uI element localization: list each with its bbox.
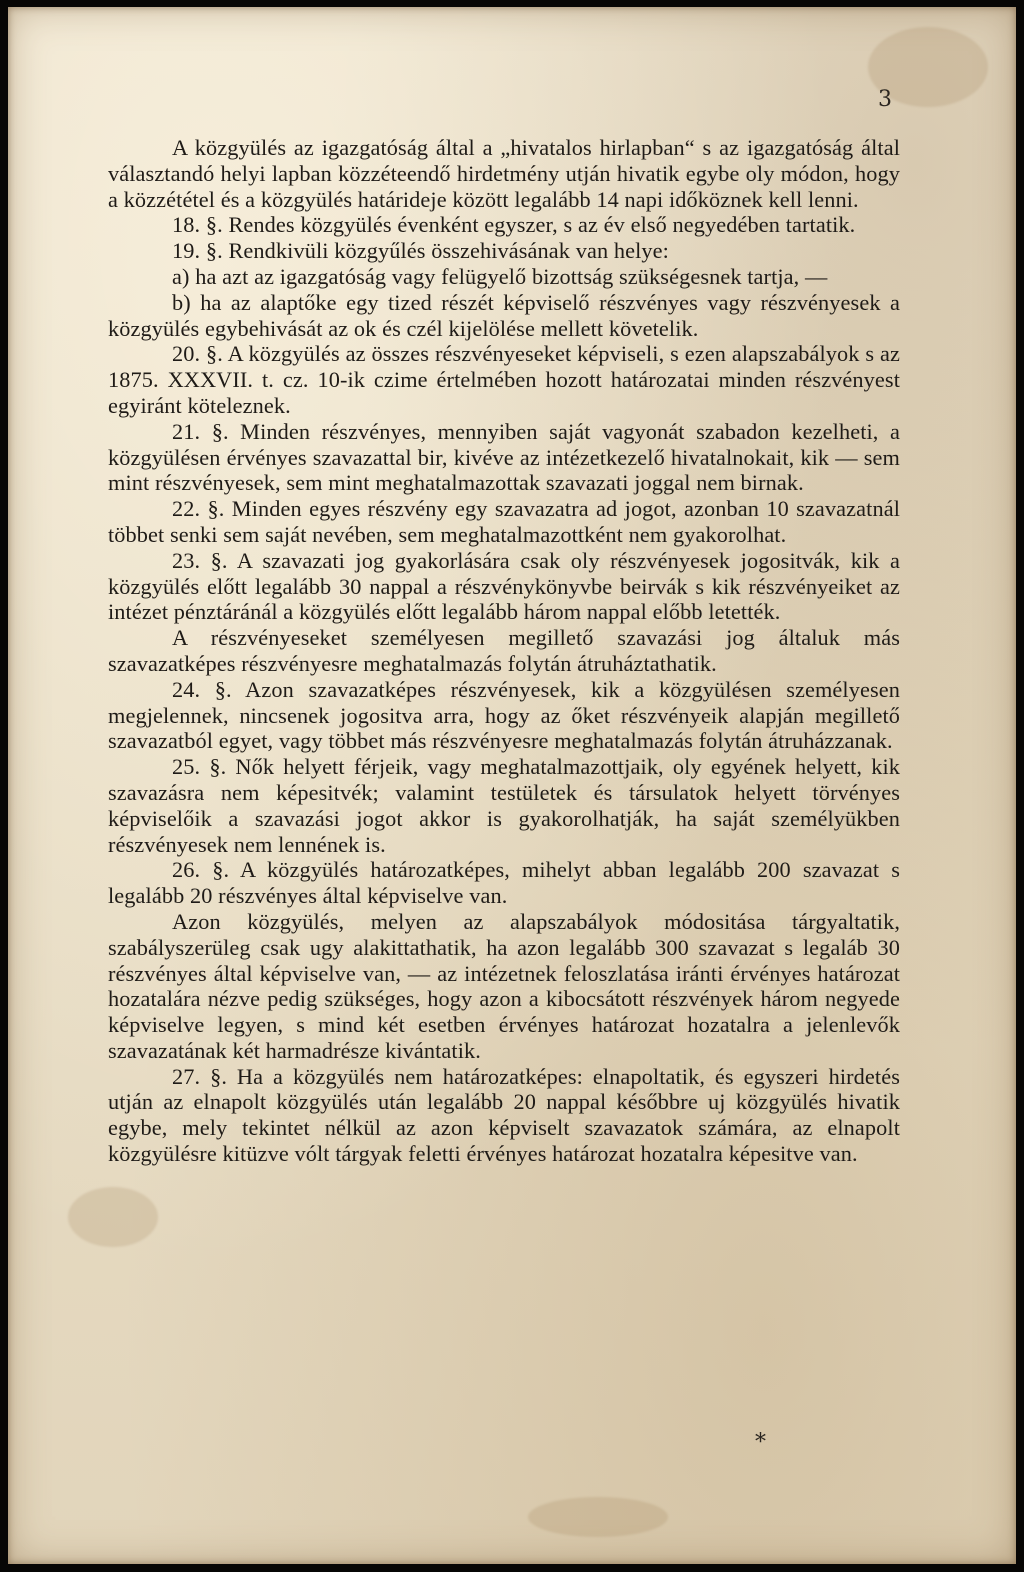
- paragraph-section-21: 21. §. Minden részvényes, mennyiben saját vagyonát szabadon kezelheti, a közgyülésen érvényes szavazattal bir, kivéve az intézetkezelő hivatalnokait, kik — sem mint részvényesek, sem mint meghatalmazottak szavazati joggal nem birnak.: [108, 418, 900, 496]
- paragraph-section-24: 24. §. Azon szavazatképes részvényesek, kik a közgyülésen személyesen megjelennek, nincsenek jogositva arra, hogy az őket részvényeik alapján megillető szavazatból egyet, vagy többet más részvényesre meghatalmazás folytán átruházzanak.: [108, 676, 900, 754]
- paragraph-section-25: 25. §. Nők helyett férjeik, vagy meghatalmazottjaik, oly egyének helyett, kik szavazásra nem képesitvék; valamint testületek és társulatok helyett törvényes képviselőik a szavazási jogot akkor is gyakorolhatják, ha saját személyükben részvényesek nem lennének is.: [108, 754, 900, 857]
- paragraph-section-22: 22. §. Minden egyes részvény egy szavazatra ad jogot, azonban 10 szavazatnál többet senki sem saját nevében, sem meghatalmazottként nem gyakorolhat.: [108, 496, 900, 547]
- paragraph-section-23-cont: A részvényeseket személyesen megillető szavazási jog általuk más szavazatképes részvényesre meghatalmazás folytán átruháztathatik.: [108, 625, 900, 676]
- paragraph-section-27: 27. §. Ha a közgyülés nem határozatképes: elnapoltatik, és egyszeri hirdetés utján az elnapolt közgyülés után legalább 20 nappal későbbre uj közgyülés hivatik egybe, mely tekintet nélkül az azon képviselt szavazatok számára, az elnapolt közgyülésre kitüzve vólt tárgyak feletti érvényes határozat hozatalra képesitve van.: [108, 1063, 900, 1167]
- paragraph-section-20: 20. §. A közgyülés az összes részvényeseket képviseli, s ezen alapszabályok s az 1875. XXXVII. t. cz. 10-ik czime értelmében hozott határozatai minden részvényest egyiránt köteleznek.: [108, 341, 900, 418]
- end-asterisk: *: [755, 1430, 766, 1455]
- paper-stain: [68, 1187, 158, 1247]
- paragraph-section-19: 19. §. Rendkivüli közgyűlés összehivásának van helye:: [172, 238, 669, 264]
- paragraph-section-18: 18. §. Rendes közgyülés évenként egyszer, s az év első negyedében tartatik.: [172, 212, 856, 238]
- paragraph-convocation: A közgyülés az igazgatóság által a „hivatalos hirlapban“ s az igazgatóság által választandó helyi lapban közzéteendő hirdetmény utján hivatik egybe oly módon, hogy a közzététel és a közgyülés határideje között legalább 14 napi időköznek kell lenni.: [108, 135, 900, 212]
- paragraph-section-19-a: a) ha azt az igazgatóság vagy felügyelő bizottság szükségesnek tartja, —: [172, 263, 828, 289]
- page-number: 3: [878, 87, 892, 112]
- paragraph-section-23: 23. §. A szavazati jog gyakorlására csak oly részvényesek jogositvák, kik a közgyülés előtt legalább 30 nappal a részvénykönyvbe beirvák s kik részvényeiket az intézet pénztáránál a közgyülés előtt legalább három nappal előbb letették.: [108, 547, 900, 625]
- paper-stain: [528, 1497, 668, 1537]
- paragraph-section-19-b: b) ha az alaptőke egy tized részét képviselő részvényes vagy részvényesek a közgyülés egybehivását az ok és czél kijelölése mellett követelik.: [108, 289, 900, 341]
- paragraph-section-26: 26. §. A közgyülés határozatképes, mihelyt abban legalább 200 szavazat s legalább 20 részvényes által képviselve van.: [108, 857, 900, 909]
- paragraph-section-26-cont: Azon közgyülés, melyen az alapszabályok módositása tárgyaltatik, szabályszerüleg csak ugy alakittathatik, ha azon legalább 300 szavazat s legaláb 30 részvényes által képviselve van, — az intézetnek feloszlatása iránti érvényes határozat hozatalára nézve pedig szükséges, hogy azon a kibocsátott részvények három negyede képviselve legyen, s mind két esetben érvényes határozat hozatalra a jelenlevők szavazatának két harmadrésze kivántatik.: [108, 908, 900, 1063]
- body-text: [108, 135, 900, 1167]
- document-page: [8, 7, 1016, 1564]
